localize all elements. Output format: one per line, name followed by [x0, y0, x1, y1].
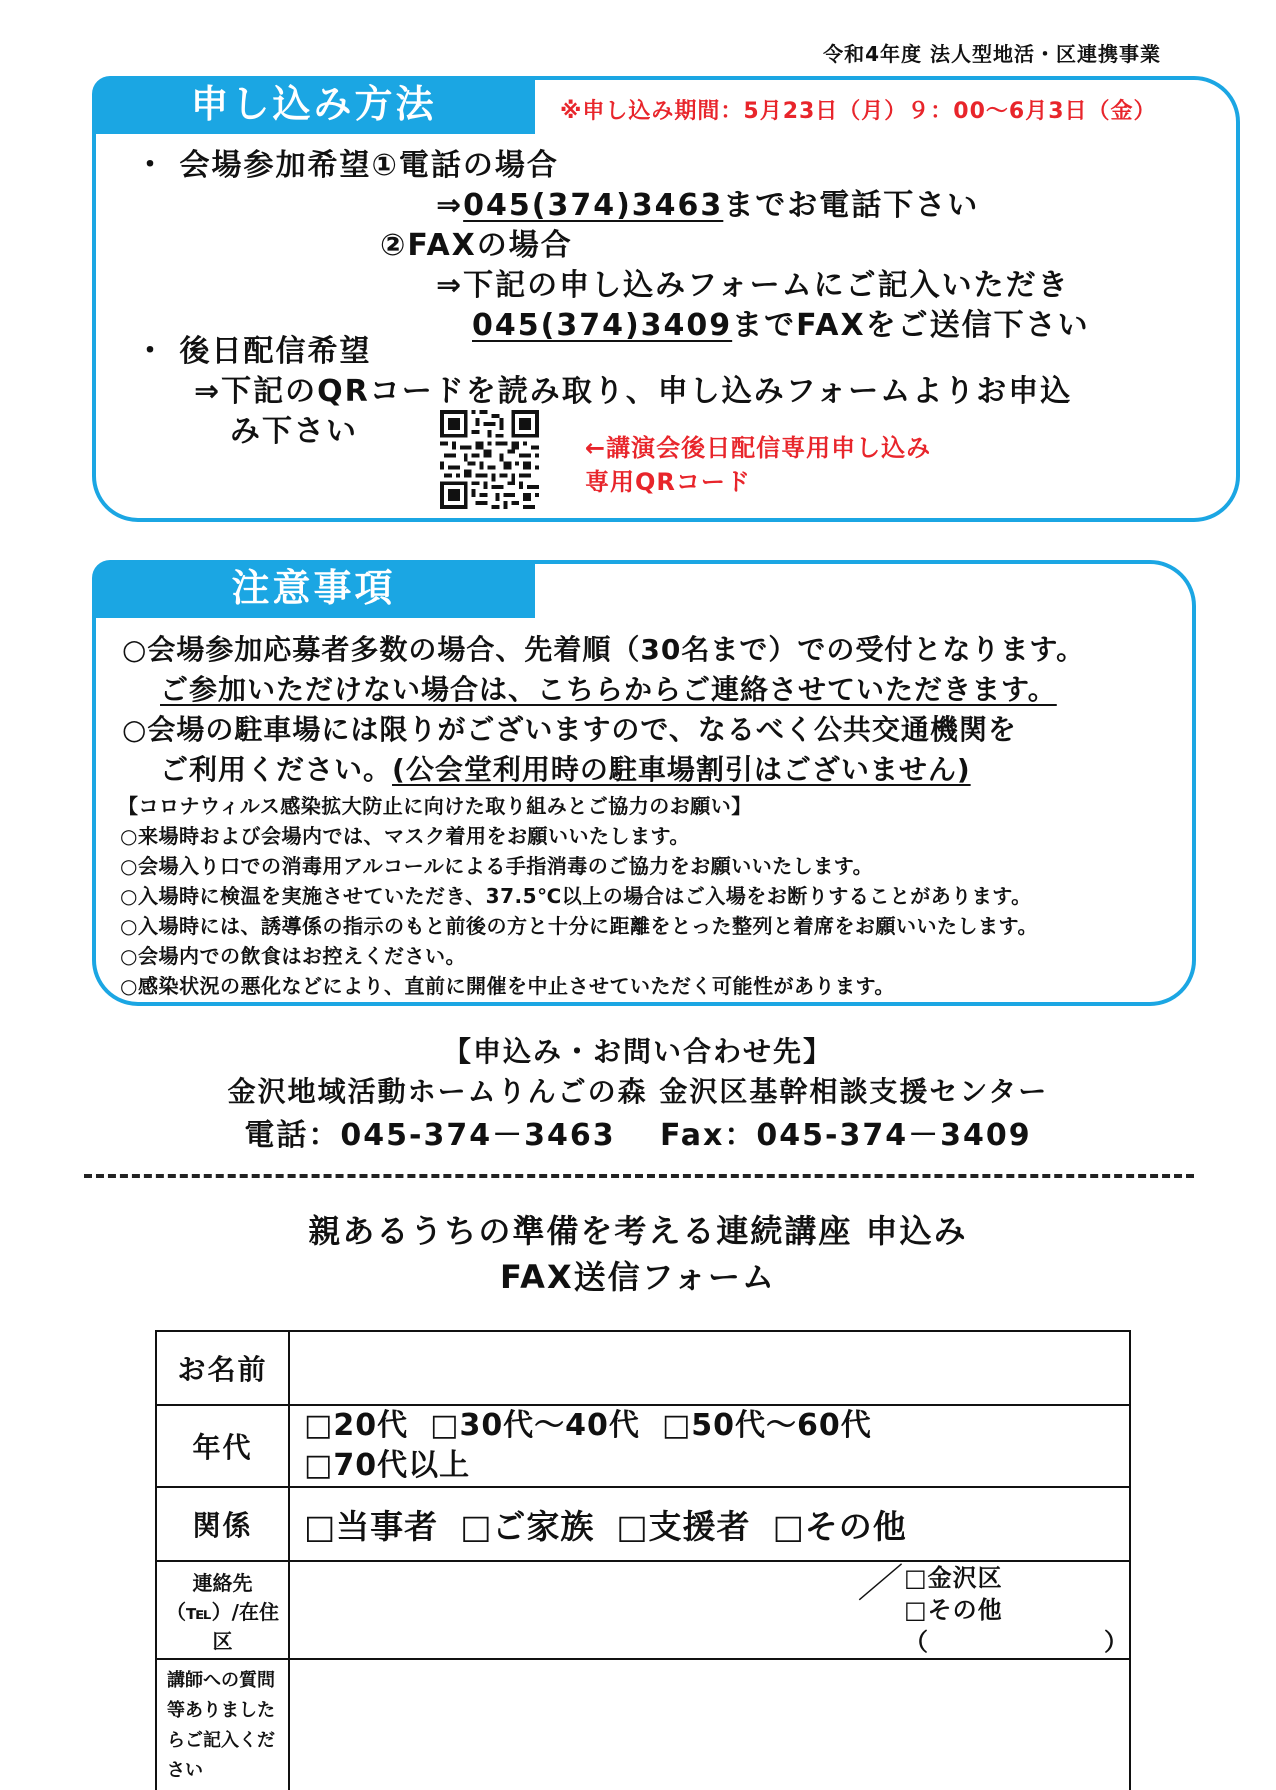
form-row-question [156, 1659, 1130, 1790]
note-2b-b: (公会堂利用時の駐車場割引はございません) [392, 753, 971, 786]
contact-label: 連絡先（℡）/在住区 [156, 1561, 289, 1659]
age-option-70plus[interactable]: □70代以上 [304, 1448, 471, 1483]
question-field[interactable] [289, 1659, 1130, 1790]
qr-note-2: 専用QRコード [585, 468, 751, 496]
relation-label: 関係 [156, 1487, 289, 1561]
relation-option-family[interactable]: □ご家族 [460, 1506, 595, 1546]
note-2b [160, 748, 971, 788]
venue-phone-title: ・ 会場参加希望①電話の場合 [135, 148, 559, 183]
later-instruction-1: ⇒下記のQRコードを読み取り、申し込みフォームよりお申込 [194, 374, 1073, 409]
phone-suffix: までお電話下さい [723, 188, 980, 223]
form-row-relation [156, 1487, 1130, 1561]
relation-option-self[interactable]: □当事者 [304, 1506, 439, 1546]
later-title: ・ 後日配信希望 [135, 334, 372, 369]
form-title-1: 親あるうちの準備を考える連続講座 申込み [308, 1212, 968, 1250]
name-label: お名前 [156, 1331, 289, 1405]
form-row-age [156, 1405, 1130, 1487]
later-instruction-2: み下さい [230, 414, 358, 449]
relation-options [289, 1487, 1130, 1561]
qr-note-1: ←講演会後日配信専用申し込み [585, 434, 932, 462]
ward-option-other[interactable]: □その他（ ） [904, 1596, 1129, 1656]
phone-arrow: ⇒ [436, 188, 464, 223]
corona-item-1: ○来場時および会場内では、マスク着用をお願いいたします。 [120, 824, 690, 848]
corona-item-2: ○会場入り口での消毒用アルコールによる手指消毒のご協力をお願いいたします。 [120, 854, 874, 878]
question-label: 講師への質問等ありましたらご記入ください [156, 1659, 289, 1790]
relation-option-other[interactable]: □その他 [772, 1506, 907, 1546]
name-field[interactable] [289, 1331, 1130, 1405]
corona-item-4: ○入場時には、誘導係の指示のもと前後の方と十分に距離をとった整列と着席をお願いいたします。 [120, 914, 1038, 938]
corona-item-5: ○会場内での飲食はお控えください。 [120, 944, 466, 968]
application-period: ※申し込み期間：5月23日（月）９：00～6月3日（金） [560, 99, 1157, 124]
qr-code-icon[interactable] [440, 410, 539, 509]
phone-line [436, 180, 979, 224]
fax-number: 045(374)3409 [472, 308, 733, 343]
program-header: 令和4年度 法人型地活・区連携事業 [823, 42, 1161, 66]
fax-title: ②FAXの場合 [380, 228, 573, 263]
note-2: ○会場の駐車場には限りがございますので、なるべく公共交通機関を [122, 713, 1017, 746]
corona-item-6: ○感染状況の悪化などにより、直前に開催を中止させていただく可能性があります。 [120, 974, 895, 998]
phone-number: 045(374)3463 [463, 188, 724, 223]
ward-option-kanazawa[interactable]: □金沢区 [904, 1564, 1003, 1592]
form-title-2: FAX送信フォーム [499, 1258, 777, 1296]
note-1b: ご参加いただけない場合は、こちらからご連絡させていただきます。 [160, 673, 1057, 706]
corona-item-3: ○入場時に検温を実施させていただき、37.5℃以上の場合はご入場をお断りすることがあります。 [120, 884, 1032, 908]
fax-suffix: までFAXをご送信下さい [732, 308, 1090, 343]
note-2b-a: ご利用ください。 [160, 753, 393, 786]
form-row-name [156, 1331, 1130, 1405]
age-option-50s-60s[interactable]: □50代～60代 [661, 1408, 872, 1443]
corona-title: 【コロナウィルス感染拡大防止に向けた取り組みとご協力のお願い】 [118, 794, 752, 818]
field-divider-slash: ／ [855, 1561, 906, 1607]
application-tab-title: 申し込み方法 [92, 76, 535, 134]
fax-line [472, 300, 1090, 344]
note-1: ○会場参加応募者多数の場合、先着順（30名まで）での受付となります。 [122, 633, 1086, 666]
contact-title: 【申込み・お問い合わせ先】 [442, 1035, 833, 1068]
age-option-20s[interactable]: □20代 [304, 1408, 409, 1443]
age-option-30s-40s[interactable]: □30代～40代 [430, 1408, 640, 1443]
form-row-contact [156, 1561, 1130, 1659]
contact-org: 金沢地域活動ホームりんごの森 金沢区基幹相談支援センター [227, 1075, 1049, 1108]
fax-form-table [155, 1330, 1131, 1790]
relation-option-supporter[interactable]: □支援者 [616, 1506, 751, 1546]
contact-numbers: 電話：045-374－3463 Fax：045-374－3409 [244, 1118, 1032, 1153]
notes-tab-title: 注意事項 [92, 560, 535, 618]
contact-field[interactable] [289, 1561, 1130, 1659]
age-options [289, 1405, 1130, 1487]
age-label: 年代 [156, 1405, 289, 1487]
fax-instruction: ⇒下記の申し込みフォームにご記入いただき [436, 268, 1070, 303]
cut-line-divider [84, 1174, 1194, 1178]
